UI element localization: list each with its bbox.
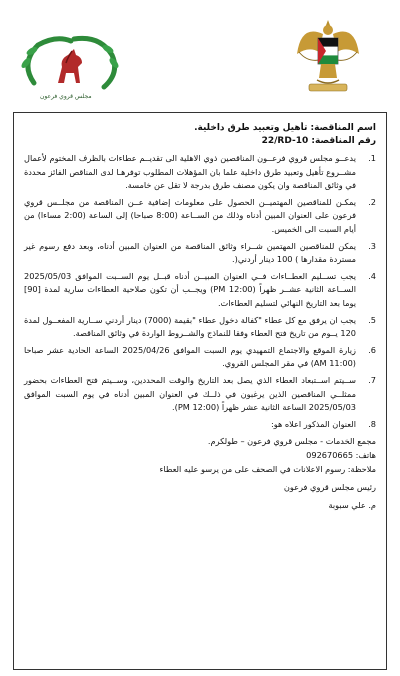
tender-number-label: رقم المناقصة: bbox=[311, 136, 376, 146]
note-line: ملاحظة: رسوم الاعلانات في الصحف على من يرسو عليه العطاء bbox=[159, 464, 376, 475]
eagle-emblem-icon bbox=[293, 10, 363, 98]
clause-number: 6. bbox=[368, 344, 376, 355]
clause-text: العنوان المذكور اعلاه هو: bbox=[270, 418, 356, 429]
clause-item bbox=[22, 240, 376, 267]
clause-number: 8. bbox=[368, 418, 376, 429]
clause-item bbox=[22, 418, 376, 432]
clause-text: زيارة الموقع والاجتماع التمهيدي يوم السبت الموافق 2025/04/26 الساعة الحادية عشر صباحا (11:00 AM) في مقر المجلس القروي. bbox=[24, 344, 356, 369]
clause-item bbox=[22, 344, 376, 371]
clause-item bbox=[22, 270, 376, 311]
clause-number: 1. bbox=[368, 153, 376, 163]
phone-line: هاتف: 092670665 bbox=[306, 450, 376, 461]
clause-number: 3. bbox=[368, 240, 376, 251]
address-line: مجمع الخدمات - مجلس قروي فرعون – طولكرم. bbox=[207, 436, 376, 447]
header-logos bbox=[0, 0, 400, 112]
clause-number: 2. bbox=[368, 196, 376, 207]
clause-text: ســيتم اســتبعاد العطاء الذي يصل بعد التاريخ والوقت المحددين، وســيتم فتح العطاءات بحضور ممثلــي المناقصين الذين يرغبون في ذلــك في العنوان المبين أدناه في يوم السبت الموافق 2025/05/03 الساعة الثانية عشر ظهراً (12:00 PM). bbox=[24, 374, 356, 413]
clause-item bbox=[22, 314, 376, 341]
tender-name-label: اسم المناقصة: bbox=[310, 123, 376, 133]
clause-item bbox=[22, 196, 376, 237]
clause-text: يمكن للمناقصين المهتمين شــراء وثائق المناقصة من العنوان المبين أدناه، وبعد دفع رسوم غير مستردة مقدارها ) 100 دينار أردني(. bbox=[24, 240, 356, 265]
clause-item bbox=[22, 374, 376, 415]
clause-text: يجب تســليم العطــاءات فــي العنوان المبيــن أدناه قبــل يوم الســبت الموافق 2025/05/03 الســاعة الثانية عشــر ظهراً (12:00 PM) ويجــب أن تكون صلاحية العطاءات سارية لمدة [90] يوما بعد التاريخ النهائي لتسليم العطاءات. bbox=[24, 270, 356, 308]
announcement-content bbox=[22, 122, 376, 667]
clause-text: يجب ان يرفق مع كل عطاء "كفالة دخول عطاء "بقيمة (7000) دينار أردني ســارية المفعــول لمدة 120 يــوم من تاريخ فتح العطاء وفقا للنماذج والشــروط الواردة في وثائق المناقصة. bbox=[24, 314, 356, 339]
clause-text: يدعــو مجلس قروي فرعــون المناقصين ذوي الاهلية الى تقديــم عطاءات بالظرف المختوم لأعمال مشــروع تأهيل وتعبيد طرق داخلية علما بان المؤهلات المطلوب توفرهـا لدى المناقص الفائز محددة في وثائق المناقصة وان يكون مصنف طرق بدرجة لا تقل عن خامسة. bbox=[24, 153, 356, 191]
clause-number: 4. bbox=[368, 270, 376, 281]
signer-name: م. علي سبوبة bbox=[328, 500, 376, 511]
clause-item bbox=[22, 152, 376, 193]
clause-number: 5. bbox=[368, 314, 376, 325]
signer-title: رئيس مجلس قروي فرعون bbox=[283, 482, 376, 493]
tender-name-value: تأهيل وتعبيد طرق داخلية. bbox=[194, 123, 308, 133]
tender-number-value: 22/RD-10 bbox=[261, 136, 309, 146]
clause-text: يمكـن للمناقصين المهتميــن الحصول على معلومات إضافية عــن المناقصة من مجلــس قروي فرعون على العنوان المبين أدناه وذلك من الســاعة (8:00 صباحا) إلى الساعة (2:00 مساءا) من أيام السبت الى الخميس. bbox=[24, 196, 356, 234]
tender-name bbox=[22, 122, 376, 135]
clause-list bbox=[22, 152, 376, 431]
clause-number: 7. bbox=[368, 374, 376, 385]
tender-number bbox=[22, 135, 376, 148]
council-logo-caption: مجلس قروي فرعون bbox=[40, 93, 92, 100]
